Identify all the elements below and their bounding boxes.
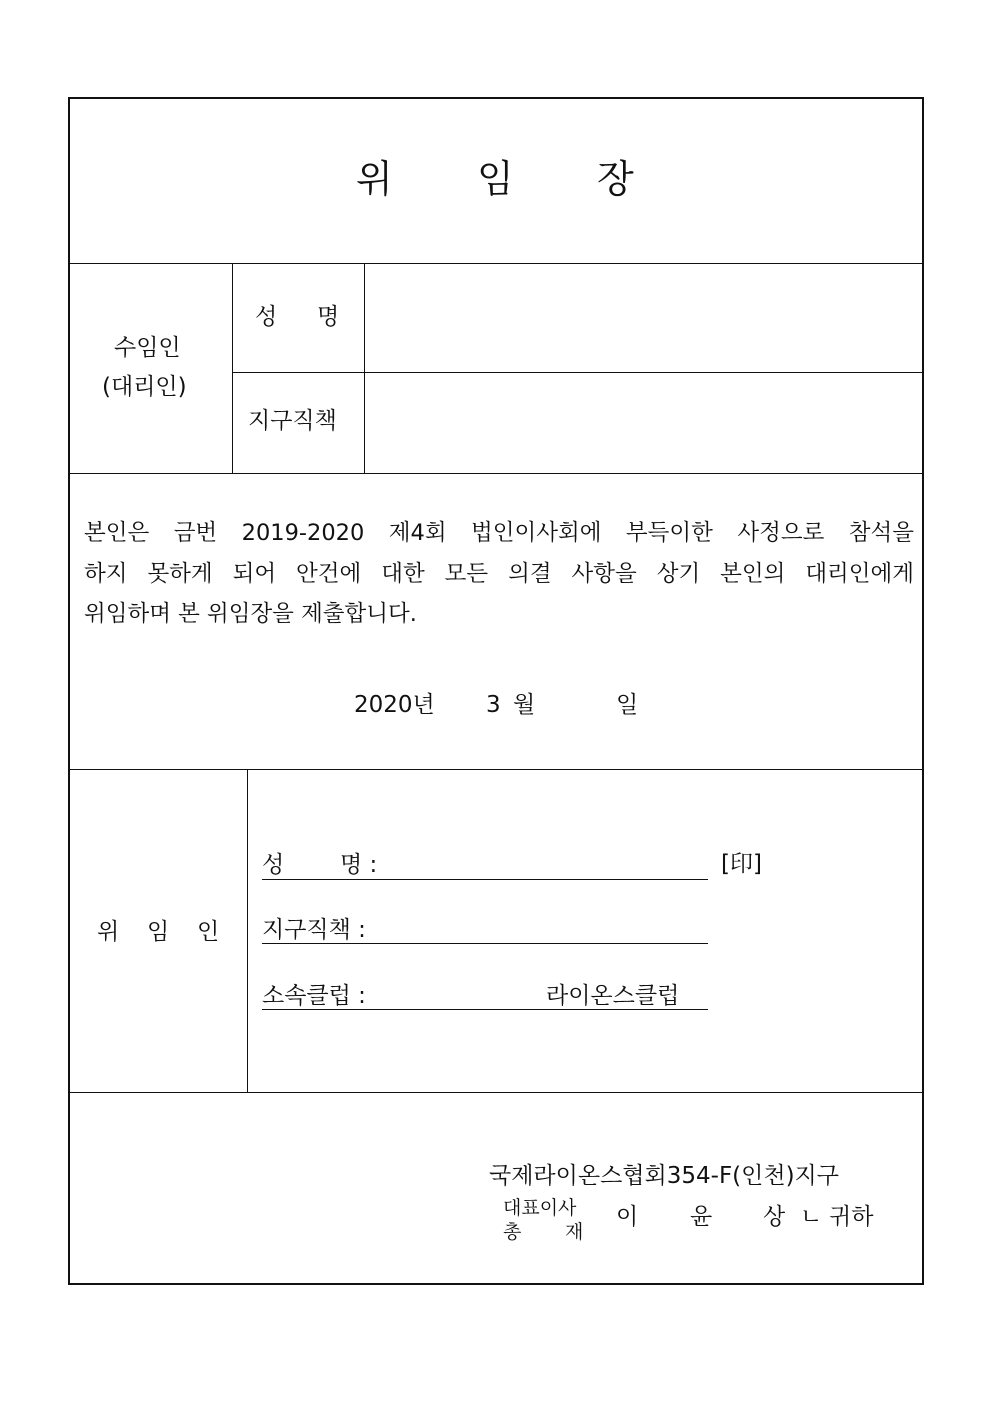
addressee-title-line2-a: 총 bbox=[503, 1221, 522, 1243]
delegator-label-a: 위 bbox=[97, 919, 120, 945]
addressee-name-b: 윤 bbox=[690, 1204, 713, 1230]
document-title-char-3: 장 bbox=[597, 157, 634, 201]
delegator-label-column-rule bbox=[247, 769, 248, 1092]
delegator-name-label-b: 명 : bbox=[340, 852, 378, 878]
delegate-name-label-a: 성 bbox=[255, 304, 278, 330]
date-day-unit: 일 bbox=[616, 692, 639, 718]
delegate-label-column-rule bbox=[232, 263, 233, 473]
addressee-title-line2-b: 재 bbox=[565, 1221, 584, 1243]
divider-delegator bbox=[69, 1092, 923, 1093]
delegate-label-line1: 수임인 bbox=[114, 335, 181, 361]
addressee-title-line1: 대표이사 bbox=[503, 1197, 577, 1219]
delegate-position-label: 지구직책 bbox=[248, 408, 337, 434]
delegator-label-c: 인 bbox=[197, 919, 220, 945]
delegate-position-field[interactable] bbox=[366, 373, 922, 472]
delegate-name-field[interactable] bbox=[366, 264, 922, 371]
delegator-club-field[interactable] bbox=[388, 979, 542, 1009]
date-year: 2020년 bbox=[354, 692, 435, 718]
addressee-mark: ㄴ bbox=[800, 1204, 823, 1230]
document-title-char-2: 임 bbox=[477, 157, 514, 201]
delegator-club-label: 소속클럽 : bbox=[262, 983, 366, 1009]
addressee-name-a: 이 bbox=[616, 1204, 639, 1230]
delegate-field-column-rule bbox=[364, 263, 365, 473]
date-month-unit: 월 bbox=[513, 692, 536, 718]
date-day-field[interactable] bbox=[545, 690, 613, 722]
addressee-organization: 국제라이온스협회354-F(인천)지구 bbox=[489, 1163, 839, 1189]
addressee-honorific: 귀하 bbox=[829, 1204, 874, 1230]
date-month: 3 bbox=[486, 692, 501, 718]
delegator-name-underline bbox=[262, 879, 708, 880]
delegator-name-field[interactable] bbox=[388, 848, 708, 878]
addressee-name-c: 상 bbox=[763, 1204, 786, 1230]
divider-delegate bbox=[69, 473, 923, 474]
statement-line-3: 위임하며 본 위임장을 제출합니다. bbox=[84, 601, 417, 627]
divider-statement bbox=[69, 769, 923, 770]
delegator-label-b: 임 bbox=[147, 919, 170, 945]
delegator-position-field[interactable] bbox=[388, 913, 708, 943]
delegator-position-underline bbox=[262, 943, 708, 944]
delegator-club-underline bbox=[262, 1009, 708, 1010]
statement-line-2: 하지 못하게 되어 안건에 대한 모든 의결 사항을 상기 본인의 대리인에게 bbox=[84, 561, 914, 587]
document-title-char-1: 위 bbox=[356, 157, 393, 201]
delegator-club-suffix: 라이온스클럽 bbox=[546, 983, 680, 1009]
delegator-position-label: 지구직책 : bbox=[262, 917, 366, 943]
delegator-name-label-a: 성 bbox=[262, 852, 285, 878]
statement-line-1: 본인은 금번 2019-2020 제4회 법인이사회에 부득이한 사정으로 참석을 bbox=[84, 520, 914, 546]
delegate-name-label-b: 명 bbox=[317, 304, 340, 330]
seal-mark: [印] bbox=[721, 851, 762, 877]
delegate-label-line2: (대리인) bbox=[102, 374, 187, 400]
